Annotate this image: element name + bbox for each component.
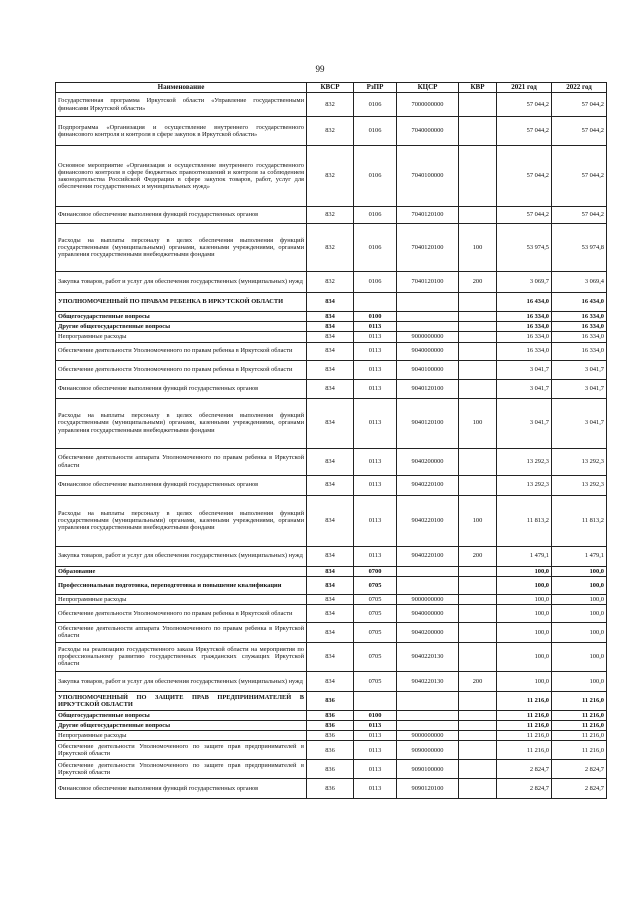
cell-kvr [459, 779, 497, 799]
cell-2022: 57 044,2 [552, 93, 607, 117]
cell-kcsr: 9040000000 [397, 604, 459, 622]
cell-name: Профессиональная подготовка, переподготовка и повышение квалификации [56, 576, 307, 594]
cell-2022: 100,0 [552, 594, 607, 604]
cell-2022: 11 813,2 [552, 495, 607, 546]
cell-kvr [459, 731, 497, 741]
cell-rzpr: 0113 [354, 760, 397, 779]
cell-2021: 3 041,7 [497, 379, 552, 398]
table-row [56, 642, 607, 671]
cell-name: Обеспечение деятельности Уполномоченного по защите прав предпринимателей в Иркутской области [56, 760, 307, 779]
table-row [56, 272, 607, 293]
cell-2021: 100,0 [497, 671, 552, 691]
table-row [56, 546, 607, 566]
cell-name: УПОЛНОМОЧЕННЫЙ ПО ПРАВАМ РЕБЕНКА В ИРКУТСКОЙ ОБЛАСТИ [56, 293, 307, 312]
cell-kvsr: 834 [307, 332, 354, 342]
cell-2022: 100,0 [552, 622, 607, 642]
cell-kvr [459, 594, 497, 604]
cell-rzpr: 0113 [354, 721, 397, 731]
cell-kvsr: 832 [307, 93, 354, 117]
cell-rzpr: 0106 [354, 117, 397, 146]
cell-rzpr: 0705 [354, 642, 397, 671]
cell-kvr: 200 [459, 272, 497, 293]
cell-rzpr: 0100 [354, 710, 397, 720]
table-row [56, 379, 607, 398]
cell-kvsr: 834 [307, 342, 354, 360]
cell-2021: 100,0 [497, 594, 552, 604]
table-row [56, 398, 607, 448]
cell-kvsr: 834 [307, 642, 354, 671]
cell-name: Финансовое обеспечение выполнения функций государственных органов [56, 779, 307, 799]
header-2021: 2021 год [497, 83, 552, 93]
table-row [56, 576, 607, 594]
cell-2022: 3 041,7 [552, 398, 607, 448]
cell-name: Финансовое обеспечение выполнения функций государственных органов [56, 207, 307, 224]
cell-kvr [459, 342, 497, 360]
cell-kcsr [397, 312, 459, 322]
cell-kcsr: 9040120100 [397, 398, 459, 448]
table-row [56, 332, 607, 342]
table-row [56, 360, 607, 379]
cell-kvr [459, 691, 497, 710]
cell-name: Обеспечение деятельности Уполномоченного по защите прав предпринимателей в Иркутской области [56, 741, 307, 760]
cell-2022: 16 334,0 [552, 312, 607, 322]
cell-kvsr: 834 [307, 379, 354, 398]
cell-2021: 16 334,0 [497, 312, 552, 322]
cell-kcsr: 7040100000 [397, 146, 459, 207]
cell-2022: 100,0 [552, 642, 607, 671]
cell-kvsr: 834 [307, 360, 354, 379]
cell-2022: 11 216,0 [552, 691, 607, 710]
cell-name: Непрограммные расходы [56, 594, 307, 604]
cell-rzpr: 0106 [354, 207, 397, 224]
header-kvr: КВР [459, 83, 497, 93]
cell-2021: 100,0 [497, 576, 552, 594]
cell-kvr [459, 293, 497, 312]
cell-kvr [459, 741, 497, 760]
cell-kvr [459, 448, 497, 475]
cell-2021: 1 479,1 [497, 546, 552, 566]
table-row [56, 475, 607, 495]
cell-kcsr [397, 691, 459, 710]
cell-2021: 3 069,7 [497, 272, 552, 293]
cell-name: Государственная программа Иркутской области «Управление государственными финансами Иркутской области» [56, 93, 307, 117]
cell-name: Финансовое обеспечение выполнения функций государственных органов [56, 475, 307, 495]
cell-rzpr: 0705 [354, 594, 397, 604]
cell-kvsr: 834 [307, 576, 354, 594]
cell-name: Расходы на реализацию государственного заказа Иркутской области на мероприятия по профессиональному развитию государственных гражданских служащих Иркутской области [56, 642, 307, 671]
cell-rzpr: 0113 [354, 398, 397, 448]
cell-kvr [459, 322, 497, 332]
cell-rzpr: 0113 [354, 379, 397, 398]
cell-kvsr: 832 [307, 272, 354, 293]
cell-name: Обеспечение деятельности аппарата Уполномоченного по правам ребенка в Иркутской области [56, 448, 307, 475]
cell-kvsr: 832 [307, 224, 354, 272]
cell-kvr [459, 576, 497, 594]
cell-name: Подпрограмма «Организация и осуществление внутреннего государственного финансового контроля и контроля в сфере закупок в Иркутской области» [56, 117, 307, 146]
cell-rzpr: 0113 [354, 322, 397, 332]
cell-2021: 57 044,2 [497, 93, 552, 117]
cell-2021: 13 292,3 [497, 475, 552, 495]
cell-kvsr: 834 [307, 546, 354, 566]
cell-2022: 2 824,7 [552, 760, 607, 779]
cell-kcsr: 9040120100 [397, 379, 459, 398]
cell-2021: 16 334,0 [497, 322, 552, 332]
table-row [56, 342, 607, 360]
cell-kvr [459, 312, 497, 322]
cell-kcsr: 9040100000 [397, 360, 459, 379]
cell-kvr [459, 622, 497, 642]
cell-kvr [459, 566, 497, 576]
cell-kcsr: 9040220130 [397, 671, 459, 691]
cell-kvsr: 834 [307, 322, 354, 332]
cell-2022: 11 216,0 [552, 741, 607, 760]
cell-2022: 100,0 [552, 576, 607, 594]
cell-kvsr: 834 [307, 293, 354, 312]
cell-rzpr: 0705 [354, 604, 397, 622]
table-row [56, 322, 607, 332]
page-number: 99 [315, 64, 325, 74]
cell-name: УПОЛНОМОЧЕННЫЙ ПО ЗАЩИТЕ ПРАВ ПРЕДПРИНИМАТЕЛЕЙ В ИРКУТСКОЙ ОБЛАСТИ [56, 691, 307, 710]
cell-name: Финансовое обеспечение выполнения функций государственных органов [56, 379, 307, 398]
cell-kcsr: 9000000000 [397, 332, 459, 342]
budget-table [55, 82, 607, 799]
cell-kvr: 200 [459, 546, 497, 566]
cell-kvr: 100 [459, 398, 497, 448]
cell-2022: 13 292,3 [552, 448, 607, 475]
cell-2022: 11 216,0 [552, 721, 607, 731]
cell-2022: 16 334,0 [552, 342, 607, 360]
cell-kcsr: 7040120100 [397, 224, 459, 272]
cell-2021: 11 216,0 [497, 691, 552, 710]
cell-kvr [459, 760, 497, 779]
header-name: Наименование [56, 83, 307, 93]
cell-2021: 11 216,0 [497, 721, 552, 731]
cell-kvr: 200 [459, 671, 497, 691]
cell-2021: 11 216,0 [497, 741, 552, 760]
table-row [56, 117, 607, 146]
cell-kvr: 100 [459, 495, 497, 546]
cell-2022: 3 041,7 [552, 360, 607, 379]
table-row [56, 691, 607, 710]
cell-kvsr: 834 [307, 398, 354, 448]
cell-kcsr: 9040220100 [397, 495, 459, 546]
table-row [56, 622, 607, 642]
header-kcsr: КЦСР [397, 83, 459, 93]
cell-rzpr: 0705 [354, 576, 397, 594]
cell-name: Образование [56, 566, 307, 576]
cell-rzpr: 0113 [354, 741, 397, 760]
cell-kcsr: 9000000000 [397, 731, 459, 741]
cell-kvsr: 834 [307, 312, 354, 322]
cell-2021: 16 434,0 [497, 293, 552, 312]
cell-name: Закупка товаров, работ и услуг для обеспечения государственных (муниципальных) нужд [56, 272, 307, 293]
cell-2021: 16 334,0 [497, 342, 552, 360]
cell-name: Другие общегосударственные вопросы [56, 322, 307, 332]
cell-rzpr: 0113 [354, 779, 397, 799]
table-row [56, 224, 607, 272]
cell-2021: 57 044,2 [497, 146, 552, 207]
cell-kvr: 100 [459, 224, 497, 272]
cell-kvr [459, 642, 497, 671]
cell-kcsr: 7040120100 [397, 207, 459, 224]
table-row [56, 710, 607, 720]
cell-kcsr: 9090120100 [397, 779, 459, 799]
table-row [56, 146, 607, 207]
cell-kvsr: 836 [307, 731, 354, 741]
cell-2021: 100,0 [497, 604, 552, 622]
cell-kvsr: 836 [307, 779, 354, 799]
cell-rzpr [354, 691, 397, 710]
cell-kcsr [397, 322, 459, 332]
table-body [56, 93, 607, 799]
cell-2022: 100,0 [552, 604, 607, 622]
cell-2021: 100,0 [497, 622, 552, 642]
cell-name: Непрограммные расходы [56, 332, 307, 342]
cell-kcsr: 9040000000 [397, 342, 459, 360]
cell-2022: 53 974,8 [552, 224, 607, 272]
cell-kcsr [397, 721, 459, 731]
cell-kvr [459, 93, 497, 117]
table-row [56, 93, 607, 117]
cell-kcsr: 9000000000 [397, 594, 459, 604]
cell-kvsr: 834 [307, 448, 354, 475]
cell-2021: 53 974,5 [497, 224, 552, 272]
cell-kvr [459, 475, 497, 495]
cell-rzpr: 0113 [354, 332, 397, 342]
cell-kvr [459, 604, 497, 622]
cell-2022: 16 434,0 [552, 293, 607, 312]
cell-2021: 2 824,7 [497, 760, 552, 779]
cell-kvsr: 832 [307, 146, 354, 207]
cell-rzpr: 0113 [354, 360, 397, 379]
cell-name: Обеспечение деятельности Уполномоченного по правам ребенка в Иркутской области [56, 604, 307, 622]
cell-rzpr: 0113 [354, 475, 397, 495]
cell-kvr [459, 332, 497, 342]
cell-name: Общегосударственные вопросы [56, 710, 307, 720]
table-row [56, 594, 607, 604]
cell-rzpr: 0705 [354, 622, 397, 642]
cell-rzpr: 0705 [354, 671, 397, 691]
cell-2021: 16 334,0 [497, 332, 552, 342]
header-kvsr: КВСР [307, 83, 354, 93]
cell-kvr [459, 117, 497, 146]
cell-kvsr: 834 [307, 495, 354, 546]
cell-2022: 2 824,7 [552, 779, 607, 799]
cell-2022: 57 044,2 [552, 207, 607, 224]
cell-2022: 11 216,0 [552, 731, 607, 741]
cell-name: Закупка товаров, работ и услуг для обеспечения государственных (муниципальных) нужд [56, 671, 307, 691]
cell-rzpr [354, 293, 397, 312]
cell-rzpr: 0113 [354, 342, 397, 360]
cell-2022: 11 216,0 [552, 710, 607, 720]
cell-2022: 16 334,0 [552, 332, 607, 342]
table-row [56, 207, 607, 224]
cell-2021: 11 813,2 [497, 495, 552, 546]
table-row [56, 731, 607, 741]
cell-kvsr: 836 [307, 721, 354, 731]
table-header-row [56, 83, 607, 93]
cell-2022: 13 292,3 [552, 475, 607, 495]
cell-kvr [459, 207, 497, 224]
cell-kcsr: 9040200000 [397, 622, 459, 642]
cell-kcsr: 7040000000 [397, 117, 459, 146]
cell-2022: 16 334,0 [552, 322, 607, 332]
cell-kcsr: 9090100000 [397, 760, 459, 779]
cell-kvr [459, 710, 497, 720]
table-row [56, 721, 607, 731]
cell-2022: 1 479,1 [552, 546, 607, 566]
cell-kcsr [397, 576, 459, 594]
header-rzpr: РзПР [354, 83, 397, 93]
cell-2021: 3 041,7 [497, 398, 552, 448]
cell-kvsr: 836 [307, 710, 354, 720]
cell-2022: 3 041,7 [552, 379, 607, 398]
cell-kvsr: 834 [307, 604, 354, 622]
cell-kvsr: 836 [307, 691, 354, 710]
cell-2022: 100,0 [552, 671, 607, 691]
cell-kvr [459, 379, 497, 398]
table-row [56, 566, 607, 576]
cell-name: Обеспечение деятельности аппарата Уполномоченного по правам ребенка в Иркутской области [56, 622, 307, 642]
cell-2021: 11 216,0 [497, 710, 552, 720]
cell-kcsr [397, 566, 459, 576]
cell-2021: 3 041,7 [497, 360, 552, 379]
table-row [56, 760, 607, 779]
cell-2022: 3 069,4 [552, 272, 607, 293]
cell-2021: 57 044,2 [497, 207, 552, 224]
cell-2021: 2 824,7 [497, 779, 552, 799]
cell-name: Расходы на выплаты персоналу в целях обеспечения выполнения функций государственными (муниципальными) органами, казенными учреждениями, органами управления государственными внебюджетными фондами [56, 224, 307, 272]
cell-name: Непрограммные расходы [56, 731, 307, 741]
cell-kcsr: 7000000000 [397, 93, 459, 117]
cell-rzpr: 0113 [354, 495, 397, 546]
cell-name: Закупка товаров, работ и услуг для обеспечения государственных (муниципальных) нужд [56, 546, 307, 566]
cell-kvsr: 832 [307, 117, 354, 146]
cell-name: Другие общегосударственные вопросы [56, 721, 307, 731]
cell-2022: 57 044,2 [552, 117, 607, 146]
cell-kcsr: 9040220100 [397, 546, 459, 566]
table-row [56, 779, 607, 799]
cell-kcsr: 9040200000 [397, 448, 459, 475]
cell-name: Обеспечение деятельности Уполномоченного по правам ребенка в Иркутской области [56, 360, 307, 379]
cell-rzpr: 0113 [354, 731, 397, 741]
cell-kvr [459, 360, 497, 379]
cell-kcsr [397, 293, 459, 312]
table-row [56, 448, 607, 475]
cell-2022: 100,0 [552, 566, 607, 576]
cell-kvr [459, 721, 497, 731]
cell-2021: 100,0 [497, 566, 552, 576]
cell-kcsr [397, 710, 459, 720]
table-row [56, 495, 607, 546]
cell-rzpr: 0106 [354, 146, 397, 207]
cell-name: Расходы на выплаты персоналу в целях обеспечения выполнения функций государственными (муниципальными) органами, казенными учреждениями, органами управления государственными внебюджетными фондами [56, 398, 307, 448]
cell-kvsr: 834 [307, 594, 354, 604]
table-row [56, 741, 607, 760]
table-row [56, 312, 607, 322]
cell-kcsr: 9040220130 [397, 642, 459, 671]
cell-2021: 57 044,2 [497, 117, 552, 146]
cell-2022: 57 044,2 [552, 146, 607, 207]
table-row [56, 671, 607, 691]
header-2022: 2022 год [552, 83, 607, 93]
cell-name: Основное мероприятие «Организация и осуществление внутреннего государственного финансового контроля в сфере бюджетных правоотношений и контроля за соблюдением законодательства Российской Федерации в сфере закупок товаров, работ, услуг для обеспечения государственных и муниципальных нужд» [56, 146, 307, 207]
cell-rzpr: 0100 [354, 312, 397, 322]
cell-kvr [459, 146, 497, 207]
table-row [56, 293, 607, 312]
cell-rzpr: 0106 [354, 93, 397, 117]
cell-kcsr: 9040220100 [397, 475, 459, 495]
cell-rzpr: 0113 [354, 448, 397, 475]
cell-kvsr: 832 [307, 207, 354, 224]
cell-name: Общегосударственные вопросы [56, 312, 307, 322]
table-row [56, 604, 607, 622]
cell-kvsr: 836 [307, 760, 354, 779]
cell-rzpr: 0700 [354, 566, 397, 576]
cell-rzpr: 0106 [354, 224, 397, 272]
cell-kcsr: 9090000000 [397, 741, 459, 760]
cell-name: Расходы на выплаты персоналу в целях обеспечения выполнения функций государственными (муниципальными) органами, казенными учреждениями, органами управления государственными внебюджетными фондами [56, 495, 307, 546]
cell-kvsr: 834 [307, 566, 354, 576]
cell-kcsr: 7040120100 [397, 272, 459, 293]
cell-2021: 100,0 [497, 642, 552, 671]
cell-name: Обеспечение деятельности Уполномоченного по правам ребенка в Иркутской области [56, 342, 307, 360]
cell-kvsr: 836 [307, 741, 354, 760]
cell-2021: 13 292,3 [497, 448, 552, 475]
cell-2021: 11 216,0 [497, 731, 552, 741]
cell-kvsr: 834 [307, 622, 354, 642]
cell-kvsr: 834 [307, 671, 354, 691]
cell-rzpr: 0106 [354, 272, 397, 293]
cell-kvsr: 834 [307, 475, 354, 495]
cell-rzpr: 0113 [354, 546, 397, 566]
